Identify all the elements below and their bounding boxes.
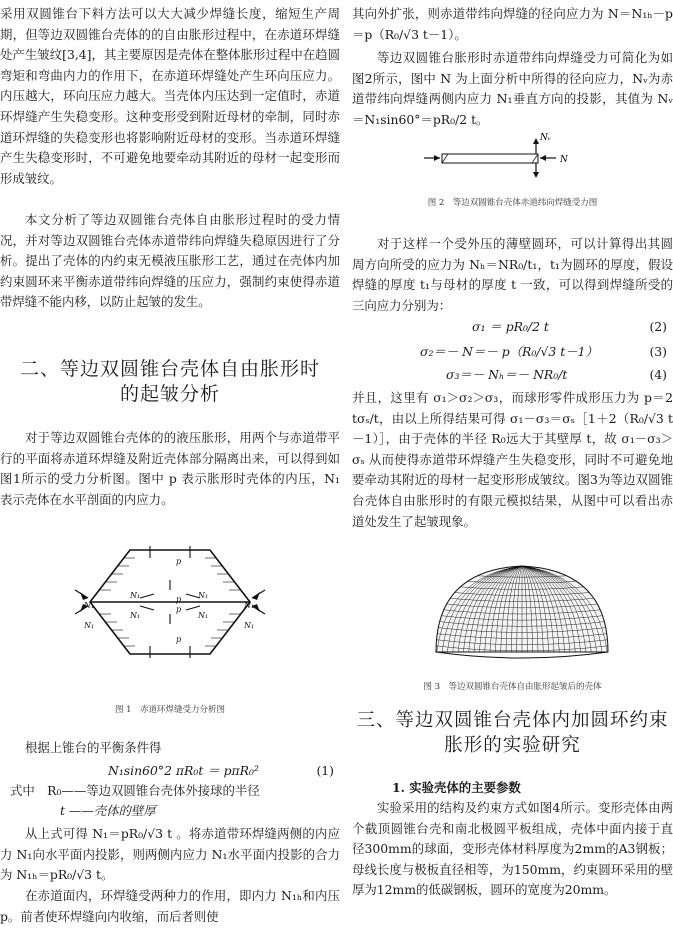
label-n1: N₁ (130, 591, 141, 600)
figure-3-fem-shell (352, 560, 673, 670)
section-heading-3 (352, 708, 673, 758)
label-n1: N₁ (198, 591, 209, 600)
equation-number: (2) (649, 319, 667, 334)
paragraph: 从上式可得 N₁＝pR₀/√3 t 。将赤道带环焊缝两侧的内应力 N₁向水平面内投影，则两侧内应力 N₁水平面内投影的合力为 N₁ₕ＝pR₀/√3 t。 (0, 826, 340, 883)
paragraph: 在赤道面内，环焊缝受两种力的作用，即内力 N₁ₕ和内压 p。前者使环焊缝向内收缩，而后者则使 (0, 888, 340, 924)
figure-2-caption: 图 2 等边双圆锥台壳体赤道纬向焊缝受力图 (427, 198, 598, 208)
subsection-heading: 1. 实验壳体的主要参数 (392, 780, 521, 795)
equation-text: N₁sin60°2 πR₀t ＝ pπR₀² (108, 763, 259, 778)
symbol-definition: t ——壳体的壁厚 (60, 803, 156, 818)
label-n1: N₁ (84, 621, 95, 630)
equation-text: σ₁ ＝ pR₀/2 t (472, 319, 549, 334)
label-n1: N₁ (244, 601, 255, 610)
heading-line: 二、等边双圆锥台壳体自由胀形时 (19, 358, 320, 380)
label-p: p (176, 605, 182, 614)
figure-1-force-diagram (0, 540, 340, 700)
paragraph: 对于等边双圆锥台壳体的的液压胀形，用两个与赤道带平行的平面将赤道环焊缝及附近壳体部分隔离出来，可以得到如图1所示的受力分析图。图中 p 表示胀形时壳体的内压，N₁ 表示壳体在水平剖面的内应力。 (0, 430, 340, 507)
paragraph: 实验采用的结构及约束方式如图4所示。变形壳体由两个截顶圆锥台壳和南北极圆平板组成，壳体中面内接于直径300mm的球面，变形壳体材料厚度为2mm的A3钢板；母线长度与极板直径相等，为150mm，约束圆环采用的壁厚为12mm的低碳钢板，圆环的宽度为20mm。 (352, 800, 673, 898)
figure-2-force-diagram (352, 128, 673, 183)
label-n: N (560, 155, 568, 165)
paragraph: 根据上锥台的平衡条件得 (25, 740, 162, 755)
heading-line: 的起皱分析 (119, 383, 220, 405)
label-p: p (176, 595, 182, 604)
figure-1-caption: 图 1 赤道环焊缝受力分析图 (114, 705, 226, 715)
paragraph: 等边双圆锥台胀形时赤道带纬向焊缝受力可简化为如图2所示，图中 N 为上面分析中所得的径向应力，Nᵥ为赤道带纬向焊缝两侧内应力 N₁垂直方向的投影，其值为 Nᵥ＝N₁sin60°＝pR₀/2 t。 (352, 50, 673, 127)
label-n1: N₁ (198, 611, 209, 620)
symbol-definition: 式中 R₀——等边双圆锥台壳体外接球的半径 (10, 783, 260, 798)
equation-number: (1) (316, 763, 334, 778)
paragraph: 本文分析了等边双圆锥台壳体自由胀形过程时的受力情况，并对等边双圆锥台壳体赤道带纬向焊缝失稳原因进行了分析。提出了壳体的内约束无模液压胀形工艺，通过在壳体内加约束圆环来平衡赤道带纬向焊缝的压应力，强制约束使得赤道带焊缝不能内移，以防止起皱的发生。 (0, 212, 340, 310)
paragraph: 并且，这里有 σ₁＞σ₂＞σ₃，而球形零件成形压力为 p＝2 tσₛ/t，由以上所得结果可得 σ₁－σ₃＝σₛ［1＋2（R₀/√3 t－1）］，由于壳体的半径 R₀远大于其壁厚 t，故 σ₁－σ₃＞σₛ 从而使得赤道带环焊缝产生失稳变形，同时不可避免地要牵动其附近的母材一起变形形成皱纹。图3为等边双圆锥台壳体自由胀形时的有限元模拟结果，从图中可以看出赤道处发生了起皱现象。 (352, 390, 673, 529)
section-heading-2 (0, 357, 340, 407)
label-n1: N₁ (130, 611, 141, 620)
heading-line: 胀形的实验研究 (444, 735, 581, 756)
heading-line: 三、等边双圆锥台壳体内加圆环约束 (356, 710, 669, 731)
figure-3-caption: 图 3 等边双圆锥台壳体自由胀形起皱后的壳体 (423, 682, 602, 692)
label-n1: N₁ (84, 601, 95, 610)
label-n1: N₁ (244, 621, 255, 630)
equation-number: (4) (649, 367, 667, 382)
label-p: p (176, 635, 182, 644)
label-nv: Nᵥ (540, 133, 552, 143)
equation-number: (3) (649, 344, 667, 359)
label-p: p (176, 557, 182, 566)
paragraph: 对于这样一个受外压的薄壁圆环，可以计算得出其圆周方向所受的应力为 Nₕ＝NR₀/t₁，t₁为圆环的厚度，假设焊缝的厚度 t₁与母材的厚度 t 一致，可以得到焊缝所受的三向应力分别为： (352, 236, 673, 313)
equation-text: σ₂＝－ N＝－ p（R₀/√3 t－1） (420, 344, 598, 359)
paragraph: 采用双圆锥台下料方法可以大大减少焊缝长度，缩短生产周期，但等边双圆锥台壳体的的自由胀形过程中，在赤道环焊缝处产生皱纹[3,4]，其主要原因是壳体在整体胀形过程中在趋圆弯矩和弯曲内力的作用下，在赤道环焊缝处产生环向压应力。内压越大，环向压应力越大。当壳体内压达到一定值时，赤道环焊缝产生失稳变形。这种变形受到附近母材的牵制，同时赤道环焊缝的失稳变形也将影响附近母材的变形。当赤道环焊缝产生失稳变形时，不可避免地要牵动其附近的母材一起变形而形成皱纹。 (0, 6, 340, 186)
paragraph: 其向外扩张，则赤道带纬向焊缝的径向应力为 N＝N₁ₕ－p＝p（R₀/√3 t－1）。 (352, 6, 673, 42)
equation-text: σ₃＝－ Nₕ＝－ NR₀/t (446, 367, 568, 382)
